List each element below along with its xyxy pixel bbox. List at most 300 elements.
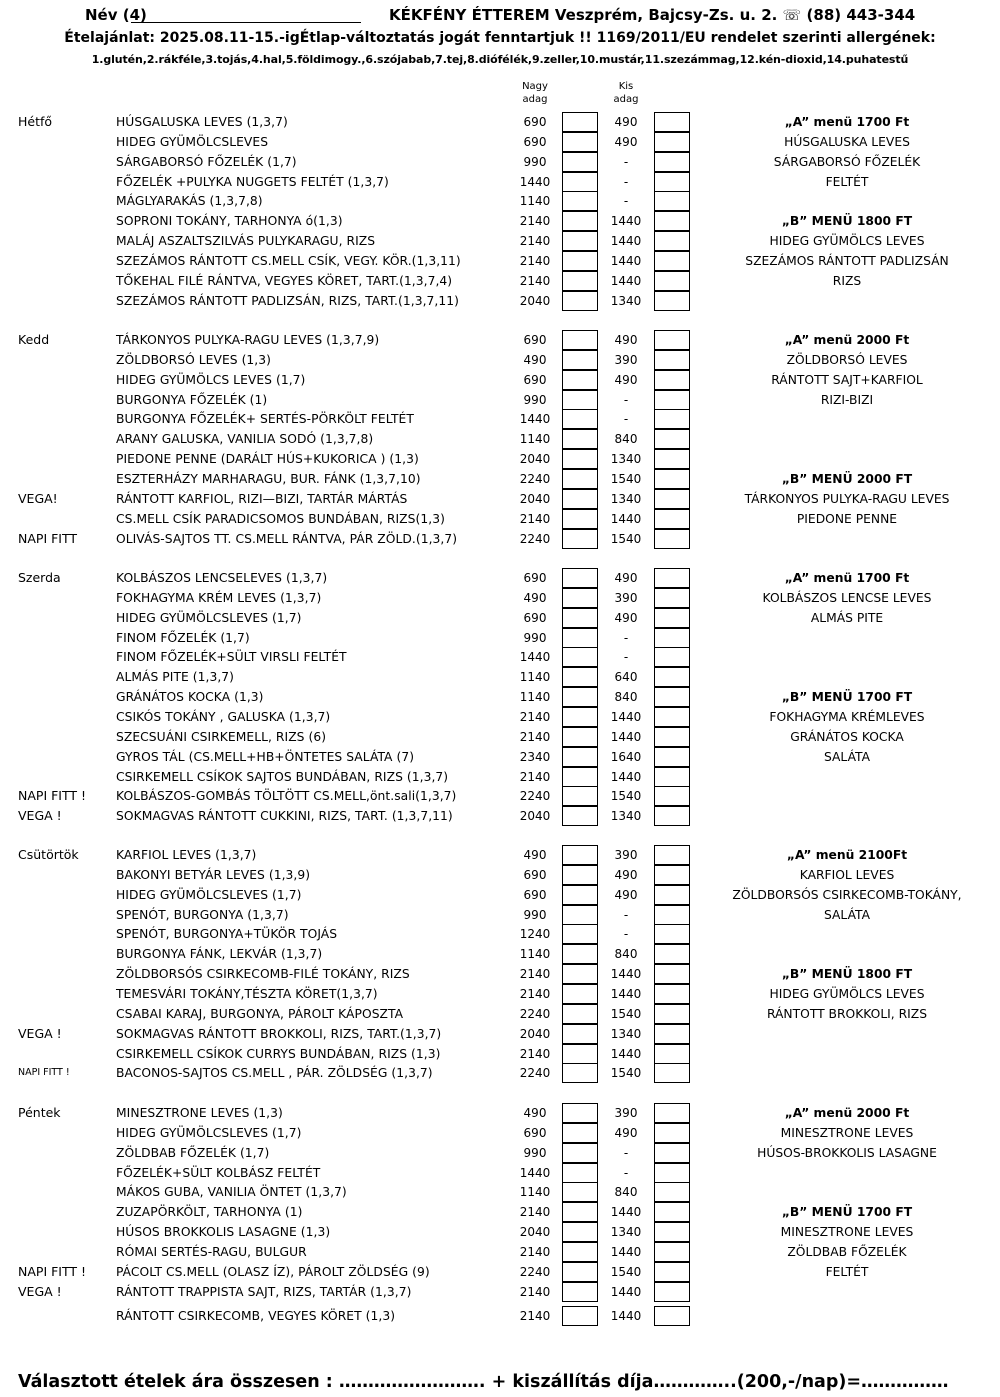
order-box-large[interactable] <box>562 647 598 667</box>
order-box-small[interactable] <box>654 1182 690 1202</box>
dish-name: BURGONYA FŐZELÉK (1) <box>116 392 268 407</box>
dish-name: HIDEG GYÜMÖLCSLEVES (1,7) <box>116 1125 302 1140</box>
menu-row <box>0 291 1000 311</box>
order-box-large[interactable] <box>562 1004 598 1024</box>
dish-name: ZÖLDBORSÓ LEVES (1,3) <box>116 352 271 367</box>
menu-row <box>0 1123 1000 1143</box>
price-small: 640 <box>614 670 638 685</box>
menu-row <box>0 845 1000 865</box>
price-large: 2140 <box>519 1046 551 1061</box>
order-box-small[interactable] <box>654 330 690 350</box>
menu-offer-item: FOKHAGYMA KRÉMLEVES <box>769 709 925 724</box>
dish-name: CSIRKEMELL CSÍKOK SAJTOS BUNDÁBAN, RIZS (1,3,7) <box>116 769 449 784</box>
price-small: 490 <box>614 1125 638 1140</box>
order-box-small[interactable] <box>654 608 690 628</box>
dish-name: PIEDONE PENNE (DARÁLT HÚS+KUKORICA ) (1,3) <box>116 452 419 467</box>
order-box-small[interactable] <box>654 964 690 984</box>
order-box-large[interactable] <box>562 964 598 984</box>
menu-row <box>0 271 1000 291</box>
order-box-small[interactable] <box>654 667 690 687</box>
menu-row <box>0 251 1000 271</box>
price-large: 690 <box>523 571 547 585</box>
order-box-small[interactable] <box>654 152 690 172</box>
order-box-large[interactable] <box>562 865 598 885</box>
order-box-small[interactable] <box>654 1262 690 1282</box>
order-box-small[interactable] <box>654 727 690 747</box>
order-box-large[interactable] <box>562 529 598 549</box>
price-small: 1340 <box>610 293 642 308</box>
price-large: 690 <box>523 134 547 149</box>
menu-offer-item: RIZS <box>832 273 862 288</box>
menu-row <box>0 1182 1000 1202</box>
price-small: 390 <box>614 848 638 862</box>
order-box-large[interactable] <box>562 1143 598 1163</box>
name-blank-line[interactable] <box>131 22 361 23</box>
menu-row <box>0 1282 1000 1302</box>
order-box-small[interactable] <box>654 291 690 311</box>
menu-row <box>0 865 1000 885</box>
menu-offer-item: HIDEG GYÜMÖLCS LEVES <box>769 234 925 249</box>
order-box-small[interactable] <box>654 786 690 806</box>
order-box-small[interactable] <box>654 489 690 509</box>
order-box-large[interactable] <box>562 112 598 132</box>
order-box-large[interactable] <box>562 806 598 826</box>
dish-name: SOKMAGVAS RÁNTOTT CUKKINI, RIZS, TART. (1,3,7,11) <box>116 809 453 824</box>
price-large: 690 <box>523 115 547 129</box>
price-large: 1140 <box>519 670 551 685</box>
dish-name: SÁRGABORSÓ FŐZELÉK (1,7) <box>116 154 297 169</box>
menu-offer-item: ALMÁS PITE <box>810 610 884 625</box>
menu-offer-item: RÁNTOTT BROKKOLI, RIZS <box>766 1006 928 1021</box>
price-small: 1340 <box>610 452 642 467</box>
price-small: 1440 <box>610 1308 642 1323</box>
price-small: 490 <box>614 134 638 149</box>
dish-name: BURGONYA FÁNK, LEKVÁR (1,3,7) <box>116 947 323 962</box>
order-box-small[interactable] <box>654 1222 690 1242</box>
menu-row <box>0 231 1000 251</box>
order-box-small[interactable] <box>654 370 690 390</box>
order-box-small[interactable] <box>654 588 690 608</box>
dish-name: HIDEG GYÜMÖLCSLEVES (1,7) <box>116 887 302 902</box>
menu-row <box>0 568 1000 588</box>
price-small: 1540 <box>610 1264 642 1279</box>
price-large: 2140 <box>519 1308 551 1323</box>
order-box-large[interactable] <box>562 944 598 964</box>
dish-name: MÁKOS GUBA, VANILIA ÖNTET (1,3,7) <box>116 1185 347 1200</box>
price-large: 2240 <box>519 1006 551 1021</box>
price-large: 2140 <box>519 234 551 249</box>
price-large: 2240 <box>519 789 551 804</box>
row-label: VEGA ! <box>18 1025 62 1041</box>
menu-offer-item: HIDEG GYÜMÖLCS LEVES <box>769 986 925 1001</box>
price-large: 2240 <box>519 531 551 546</box>
dish-name: FŐZELÉK +PULYKA NUGGETS FELTÉT (1,3,7) <box>116 174 389 189</box>
price-large: 1440 <box>519 1165 551 1180</box>
order-box-small[interactable] <box>654 409 690 429</box>
order-box-large[interactable] <box>562 885 598 905</box>
order-box-small[interactable] <box>654 390 690 410</box>
menu-row <box>0 429 1000 449</box>
menu-offer-title: „A” menü 2000 Ft <box>784 1106 910 1120</box>
order-box-small[interactable] <box>654 1242 690 1262</box>
price-large: 1440 <box>519 650 551 665</box>
order-box-small[interactable] <box>654 1103 690 1123</box>
order-box-large[interactable] <box>562 1024 598 1044</box>
menu-row <box>0 1044 1000 1064</box>
order-box-small[interactable] <box>654 509 690 529</box>
price-large: 2140 <box>519 511 551 526</box>
price-large: 1440 <box>519 412 551 427</box>
menu-row <box>0 1222 1000 1242</box>
dish-name: GYROS TÁL (CS.MELL+HB+ÖNTETES SALÁTA (7) <box>116 749 415 764</box>
price-large: 1440 <box>519 174 551 189</box>
order-box-small[interactable] <box>654 251 690 271</box>
dish-name: KOLBÁSZOS LENCSELEVES (1,3,7) <box>116 571 328 585</box>
order-box-small[interactable] <box>654 568 690 588</box>
order-box-large[interactable] <box>562 1222 598 1242</box>
menu-row <box>0 786 1000 806</box>
price-small: - <box>623 1165 629 1180</box>
order-box-large[interactable] <box>562 291 598 311</box>
price-large: 1140 <box>519 194 551 209</box>
price-large: 2140 <box>519 967 551 982</box>
order-box-small[interactable] <box>654 1143 690 1163</box>
order-box-large[interactable] <box>562 1044 598 1064</box>
order-box-small[interactable] <box>654 1004 690 1024</box>
order-box-large[interactable] <box>562 152 598 172</box>
order-box-small[interactable] <box>654 845 690 865</box>
row-label: Kedd <box>18 332 50 347</box>
price-small: 1340 <box>610 1225 642 1240</box>
dish-name: RÁNTOTT CSIRKECOMB, VEGYES KÖRET (1,3) <box>116 1308 396 1323</box>
order-box-large[interactable] <box>562 191 598 211</box>
dish-name: ZÖLDBAB FŐZELÉK (1,7) <box>116 1145 270 1160</box>
dish-name: KOLBÁSZOS-GOMBÁS TÖLTÖTT CS.MELL,önt.sali(1,3,7) <box>116 789 457 804</box>
order-box-small[interactable] <box>654 231 690 251</box>
price-small: - <box>623 630 629 645</box>
price-large: 2040 <box>519 491 551 506</box>
menu-row <box>0 924 1000 944</box>
order-box-small[interactable] <box>654 1123 690 1143</box>
order-box-large[interactable] <box>562 1063 598 1083</box>
order-box-large[interactable] <box>562 409 598 429</box>
menu-offer-item: RIZI-BIZI <box>820 392 874 407</box>
order-box-large[interactable] <box>562 608 598 628</box>
order-box-small[interactable] <box>654 647 690 667</box>
dish-name: PÁCOLT CS.MELL (OLASZ ÍZ), PÁROLT ZÖLDSÉG (9) <box>116 1264 430 1279</box>
row-label: VEGA! <box>18 490 58 506</box>
price-large: 2140 <box>519 986 551 1001</box>
price-small: 840 <box>614 1185 638 1200</box>
menu-offer-title: „B” MENÜ 2000 FT <box>781 471 913 486</box>
menu-offer-item: MINESZTRONE LEVES <box>780 1225 914 1240</box>
menu-offer-item: RÁNTOTT SAJT+KARFIOL <box>771 372 923 387</box>
dish-name: SPENÓT, BURGONYA+TÜKÖR TOJÁS <box>116 927 338 942</box>
menu-row <box>0 1004 1000 1024</box>
order-box-small[interactable] <box>654 1024 690 1044</box>
order-box-large[interactable] <box>562 1262 598 1282</box>
menu-offer-title: „B” MENÜ 1700 FT <box>781 690 913 705</box>
order-box-large[interactable] <box>562 271 598 291</box>
order-box-large[interactable] <box>562 1306 598 1326</box>
order-box-large[interactable] <box>562 727 598 747</box>
order-box-small[interactable] <box>654 429 690 449</box>
price-small: - <box>623 1145 629 1160</box>
order-box-small[interactable] <box>654 905 690 925</box>
price-small: - <box>623 907 629 922</box>
dish-name: BURGONYA FŐZELÉK+ SERTÉS-PÖRKÖLT FELTÉT <box>116 412 414 427</box>
menu-row <box>0 469 1000 489</box>
price-large: 2140 <box>519 273 551 288</box>
order-box-large[interactable] <box>562 251 598 271</box>
price-small: 1440 <box>610 234 642 249</box>
order-box-small[interactable] <box>654 350 690 370</box>
order-box-small[interactable] <box>654 767 690 787</box>
price-large: 690 <box>523 867 547 882</box>
menu-row <box>0 489 1000 509</box>
price-small: 490 <box>614 610 638 625</box>
price-small: 840 <box>614 947 638 962</box>
price-small: - <box>623 194 629 209</box>
order-box-small[interactable] <box>654 747 690 767</box>
menu-row <box>0 449 1000 469</box>
order-box-small[interactable] <box>654 1306 690 1326</box>
order-box-large[interactable] <box>562 628 598 648</box>
menu-offer-title: „A” menü 2100Ft <box>786 848 908 862</box>
order-box-large[interactable] <box>562 1123 598 1143</box>
price-small: 1440 <box>610 1284 642 1299</box>
menu-row <box>0 647 1000 667</box>
dish-name: HÚSGALUSKA LEVES (1,3,7) <box>116 115 288 129</box>
order-total-line: Választott ételek ára összesen : ……………………. + kiszállítás díja…………..(200,-/nap)=…………… <box>18 1372 949 1392</box>
order-box-small[interactable] <box>654 1282 690 1302</box>
menu-row <box>0 1262 1000 1282</box>
order-box-small[interactable] <box>654 529 690 549</box>
price-large: 990 <box>523 392 547 407</box>
order-box-small[interactable] <box>654 984 690 1004</box>
order-box-large[interactable] <box>562 786 598 806</box>
order-box-small[interactable] <box>654 1063 690 1083</box>
row-label: NAPI FITT ! <box>18 1263 87 1279</box>
menu-row <box>0 1143 1000 1163</box>
price-large: 690 <box>523 372 547 387</box>
order-box-small[interactable] <box>654 1202 690 1222</box>
price-small: 1540 <box>610 789 642 804</box>
price-large: 2140 <box>519 1284 551 1299</box>
dish-name: OLIVÁS-SAJTOS TT. CS.MELL RÁNTVA, PÁR ZÖLD.(1,3,7) <box>116 531 458 546</box>
price-small: 390 <box>614 1106 638 1120</box>
price-small: 840 <box>614 690 638 705</box>
order-box-small[interactable] <box>654 271 690 291</box>
menu-offer-item: SALÁTA <box>823 749 870 764</box>
menu-offer-item: MINESZTRONE LEVES <box>780 1125 914 1140</box>
order-box-large[interactable] <box>562 489 598 509</box>
order-box-small[interactable] <box>654 885 690 905</box>
price-large: 2140 <box>519 1244 551 1259</box>
price-large: 2240 <box>519 471 551 486</box>
restaurant-info: KÉKFÉNY ÉTTEREM Veszprém, Bajcsy-Zs. u. 2. ☏ (88) 443-344 <box>389 6 916 24</box>
price-large: 1140 <box>519 432 551 447</box>
order-box-large[interactable] <box>562 747 598 767</box>
menu-row <box>0 132 1000 152</box>
price-small: 1440 <box>610 769 642 784</box>
price-large: 2140 <box>519 253 551 268</box>
column-header-large: Nagy adag <box>522 81 548 105</box>
menu-row <box>0 806 1000 826</box>
order-box-large[interactable] <box>562 1182 598 1202</box>
order-box-large[interactable] <box>562 984 598 1004</box>
dish-name: GRÁNÁTOS KOCKA (1,3) <box>116 690 264 705</box>
order-box-large[interactable] <box>562 132 598 152</box>
order-box-large[interactable] <box>562 568 598 588</box>
order-box-large[interactable] <box>562 1282 598 1302</box>
order-box-large[interactable] <box>562 767 598 787</box>
price-small: - <box>623 927 629 942</box>
order-box-large[interactable] <box>562 1242 598 1262</box>
price-small: 1440 <box>610 1046 642 1061</box>
dish-name: SZECSUÁNI CSIRKEMELL, RIZS (6) <box>116 729 327 744</box>
menu-row <box>0 509 1000 529</box>
menu-row <box>0 1024 1000 1044</box>
menu-row <box>0 944 1000 964</box>
menu-offer-item: SZEZÁMOS RÁNTOTT PADLIZSÁN <box>745 253 949 268</box>
dish-name: RÁNTOTT TRAPPISTA SAJT, RIZS, TARTÁR (1,3,7) <box>116 1284 412 1299</box>
order-box-small[interactable] <box>654 924 690 944</box>
price-large: 1140 <box>519 1185 551 1200</box>
dish-name: TŐKEHAL FILÉ RÁNTVA, VEGYES KÖRET, TART.(1,3,7,4) <box>116 273 453 288</box>
order-box-large[interactable] <box>562 449 598 469</box>
price-large: 2140 <box>519 729 551 744</box>
order-box-large[interactable] <box>562 330 598 350</box>
price-large: 1240 <box>519 927 551 942</box>
price-small: 1440 <box>610 511 642 526</box>
row-label: Péntek <box>18 1105 61 1120</box>
order-box-small[interactable] <box>654 628 690 648</box>
dish-name: SOPRONI TOKÁNY, TARHONYA ó(1,3) <box>116 214 343 229</box>
menu-row <box>0 767 1000 787</box>
dish-name: BACONOS-SAJTOS CS.MELL , PÁR. ZÖLDSÉG (1,3,7) <box>116 1066 433 1081</box>
menu-row <box>0 529 1000 549</box>
order-box-large[interactable] <box>562 687 598 707</box>
menu-row <box>0 885 1000 905</box>
price-small: 1540 <box>610 471 642 486</box>
order-box-small[interactable] <box>654 469 690 489</box>
price-large: 2140 <box>519 769 551 784</box>
order-box-small[interactable] <box>654 1044 690 1064</box>
order-box-large[interactable] <box>562 667 598 687</box>
order-box-small[interactable] <box>654 449 690 469</box>
price-small: 1440 <box>610 1244 642 1259</box>
menu-offer-item: SÁRGABORSÓ FŐZELÉK <box>773 154 921 169</box>
price-small: 1440 <box>610 1205 642 1220</box>
order-box-small[interactable] <box>654 944 690 964</box>
order-box-large[interactable] <box>562 905 598 925</box>
order-box-small[interactable] <box>654 687 690 707</box>
order-box-large[interactable] <box>562 231 598 251</box>
price-small: 1440 <box>610 729 642 744</box>
menu-row <box>0 1063 1000 1083</box>
order-box-large[interactable] <box>562 509 598 529</box>
order-box-large[interactable] <box>562 172 598 192</box>
price-small: 1540 <box>610 1066 642 1081</box>
menu-row <box>0 1202 1000 1222</box>
menu-offer-item: FELTÉT <box>825 1264 869 1279</box>
menu-offer-item: KOLBÁSZOS LENCSE LEVES <box>762 590 932 605</box>
order-box-large[interactable] <box>562 469 598 489</box>
order-box-small[interactable] <box>654 191 690 211</box>
price-small: - <box>623 412 629 427</box>
dish-name: SOKMAGVAS RÁNTOTT BROKKOLI, RIZS, TART.(1,3,7) <box>116 1026 442 1041</box>
price-small: 1440 <box>610 986 642 1001</box>
order-box-small[interactable] <box>654 1163 690 1183</box>
price-large: 2040 <box>519 1225 551 1240</box>
dish-name: FINOM FŐZELÉK+SÜLT VIRSLI FELTÉT <box>116 650 347 665</box>
order-box-small[interactable] <box>654 172 690 192</box>
order-box-large[interactable] <box>562 390 598 410</box>
order-box-large[interactable] <box>562 370 598 390</box>
dish-name: FINOM FŐZELÉK (1,7) <box>116 630 250 645</box>
row-label: Szerda <box>18 570 61 585</box>
order-box-small[interactable] <box>654 806 690 826</box>
price-large: 690 <box>523 887 547 902</box>
price-small: 490 <box>614 115 638 129</box>
price-large: 1140 <box>519 947 551 962</box>
order-box-small[interactable] <box>654 865 690 885</box>
menu-offer-title: „B” MENÜ 1800 FT <box>781 967 913 982</box>
menu-row <box>0 172 1000 192</box>
order-box-large[interactable] <box>562 588 598 608</box>
menu-offer-item: KARFIOL LEVES <box>799 867 895 882</box>
order-box-large[interactable] <box>562 845 598 865</box>
price-large: 990 <box>523 1145 547 1160</box>
menu-offer-item: FELTÉT <box>825 174 869 189</box>
price-large: 490 <box>523 590 547 605</box>
order-box-large[interactable] <box>562 707 598 727</box>
price-large: 690 <box>523 333 547 347</box>
order-box-large[interactable] <box>562 1103 598 1123</box>
order-box-large[interactable] <box>562 350 598 370</box>
menu-row <box>0 1242 1000 1262</box>
price-small: 390 <box>614 590 638 605</box>
order-box-large[interactable] <box>562 924 598 944</box>
menu-row <box>0 370 1000 390</box>
order-box-small[interactable] <box>654 211 690 231</box>
price-small: - <box>623 392 629 407</box>
order-box-small[interactable] <box>654 112 690 132</box>
menu-offer-item: HÚSGALUSKA LEVES <box>784 134 910 149</box>
price-small: 840 <box>614 432 638 447</box>
menu-row <box>0 707 1000 727</box>
row-label: Hétfő <box>18 114 53 129</box>
price-large: 690 <box>523 1125 547 1140</box>
menu-offer-title: „B” MENÜ 1800 FT <box>781 214 913 229</box>
price-small: 1440 <box>610 273 642 288</box>
menu-offer-title: „A” menü 1700 Ft <box>784 115 910 129</box>
order-box-small[interactable] <box>654 707 690 727</box>
column-header-small: Kis adag <box>613 81 639 105</box>
dish-name: HIDEG GYÜMÖLCS LEVES (1,7) <box>116 372 306 387</box>
price-small: 1540 <box>610 531 642 546</box>
order-box-large[interactable] <box>562 211 598 231</box>
order-box-large[interactable] <box>562 429 598 449</box>
order-box-large[interactable] <box>562 1163 598 1183</box>
dish-name: CS.MELL CSÍK PARADICSOMOS BUNDÁBAN, RIZS(1,3) <box>116 511 445 526</box>
price-large: 1140 <box>519 690 551 705</box>
order-box-large[interactable] <box>562 1202 598 1222</box>
order-box-small[interactable] <box>654 132 690 152</box>
price-small: 390 <box>614 352 638 367</box>
menu-row <box>0 390 1000 410</box>
